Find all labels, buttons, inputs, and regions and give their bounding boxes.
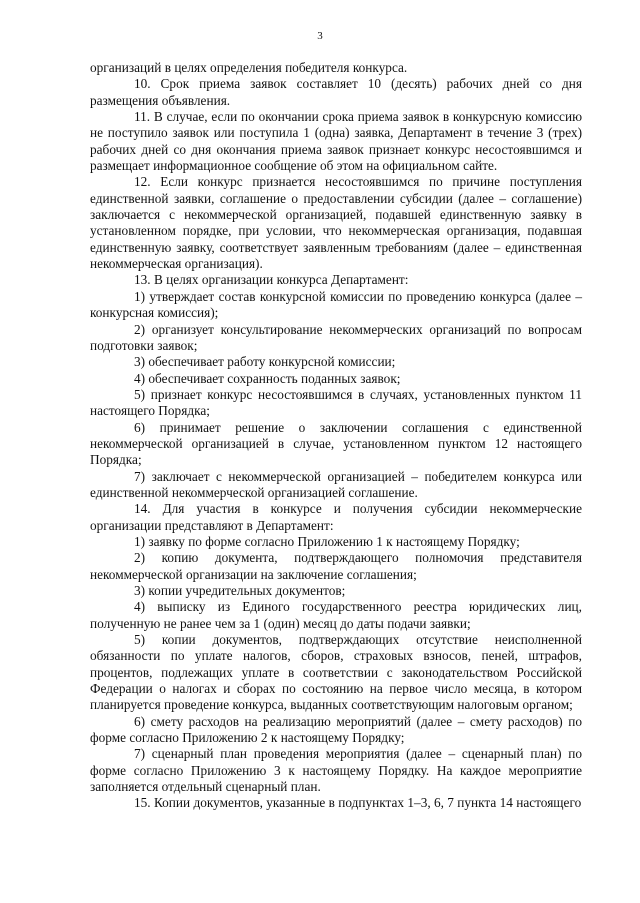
paragraph-continuation: организаций в целях определения победителя конкурса. xyxy=(90,60,408,75)
list-item-13-6: 6) принимает решение о заключении соглашения с единственной некоммерческой организацией в случае, установленном пунктом 12 настоящего Порядка; xyxy=(90,419,582,468)
paragraph-12: 12. Если конкурс признается несостоявшимся по причине поступления единственной заявки, соглашение о предоставлении субсидии (далее – соглашение) заключается с некоммерческой организацией, подавшей единственную заявку в установленном порядке, при условии, что некоммерческая организация, подавшая единственную заявку, соответствует заявленным требованиям (далее – единственная некоммерческая организация). xyxy=(90,174,582,272)
list-item-14-5: 5) копии документов, подтверждающих отсутствие неисполненной обязанности по уплате налогов, сборов, страховых взносов, пеней, штрафов, процентов, подлежащих уплате в соответствии с законодательством Российской Федерации о налогах и сборах по состоянию на первое число месяца, в котором планируется проведение конкурса, выданных соответствующим налоговым органом; xyxy=(90,632,582,713)
list-item-13-7: 7) заключает с некоммерческой организацией – победителем конкурса или единственной некоммерческой организацией соглашение. xyxy=(90,468,582,500)
list-item-14-4: 4) выписку из Единого государственного реестра юридических лиц, полученную не ранее чем за 1 (один) месяц до даты подачи заявки; xyxy=(90,599,582,631)
list-item-13-5: 5) признает конкурс несостоявшимся в случаях, установленных пунктом 11 настоящего Порядка; xyxy=(90,386,582,419)
page-number: 3 xyxy=(317,30,323,42)
document-body xyxy=(90,60,582,812)
list-item-13-4: 4) обеспечивает сохранность поданных заявок; xyxy=(134,370,401,386)
paragraph-10: 10. Срок приема заявок составляет 10 (десять) рабочих дней со дня размещения объявления. xyxy=(90,76,582,108)
paragraph-11: 11. В случае, если по окончании срока приема заявок в конкурсную комиссию не поступило заявок или поступила 1 (одна) заявка, Департамент в течение 3 (трех) рабочих дней со дня окончания приема заявок признает конкурс несостоявшимся и размещает информационное сообщение об этом на официальном сайте. xyxy=(90,109,582,174)
paragraph-13: 13. В целях организации конкурса Департамент: xyxy=(134,272,409,288)
list-item-14-1: 1) заявку по форме согласно Приложению 1 к настоящему Порядку; xyxy=(134,533,520,549)
list-item-14-3: 3) копии учредительных документов; xyxy=(134,583,346,598)
list-item-14-7: 7) сценарный план проведения мероприятия (далее – сценарный план) по форме согласно Приложению 3 к настоящему Порядку. На каждое мероприятие заполняется отдельный сценарный план. xyxy=(90,746,582,795)
list-item-14-6: 6) смету расходов на реализацию мероприятий (далее – смету расходов) по форме согласно Приложению 2 к настоящему Порядку; xyxy=(90,713,582,746)
list-item-14-2: 2) копию документа, подтверждающего полномочия представителя некоммерческой организации на заключение соглашения; xyxy=(90,550,582,582)
list-item-13-2: 2) организует консультирование некоммерческих организаций по вопросам подготовки заявок; xyxy=(90,321,582,353)
list-item-13-3: 3) обеспечивает работу конкурсной комиссии; xyxy=(134,354,396,370)
list-item-13-1: 1) утверждает состав конкурсной комиссии по проведению конкурса (далее – конкурсная комиссия); xyxy=(90,288,582,321)
paragraph-15: 15. Копии документов, указанные в подпунктах 1–3, 6, 7 пункта 14 настоящего xyxy=(134,795,582,811)
paragraph-14: 14. Для участия в конкурсе и получения субсидии некоммерческие организации представляют в Департамент: xyxy=(90,501,582,533)
